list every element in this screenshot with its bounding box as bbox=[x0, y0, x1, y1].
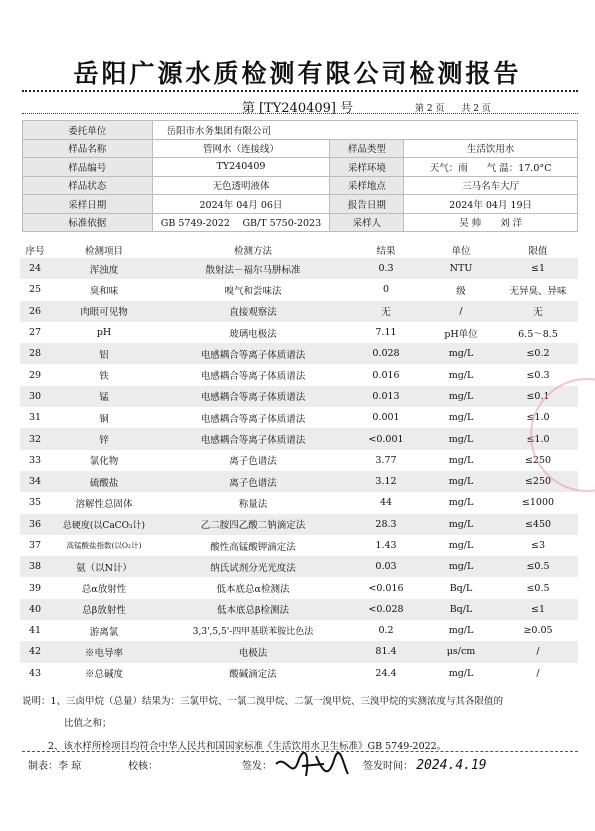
report-number: 第 [TY240409] 号 bbox=[241, 101, 354, 116]
test-result: <0.028 bbox=[348, 599, 424, 620]
test-method: 散射法－福尔马肼标准 bbox=[158, 258, 348, 279]
table-row bbox=[20, 471, 578, 492]
row-number: 34 bbox=[20, 471, 50, 492]
sample-name-value: 管网水（连接线） bbox=[152, 139, 330, 158]
test-item: 高锰酸盐指数(以O₂计) bbox=[66, 541, 142, 550]
prepared-label: 制表： bbox=[28, 761, 58, 772]
test-result: 3.12 bbox=[348, 471, 424, 492]
test-method: 电感耦合等离子体质谱法 bbox=[158, 428, 348, 449]
table-row bbox=[20, 663, 578, 684]
test-method: 低本底总α检测法 bbox=[216, 584, 290, 596]
site-value: 三马名车大厅 bbox=[404, 176, 578, 195]
test-item: ※电导率 bbox=[50, 641, 158, 662]
test-limit: ≤0.5 bbox=[526, 582, 550, 594]
test-method: 酸碱滴定法 bbox=[229, 669, 277, 681]
test-method: 称量法 bbox=[238, 498, 268, 510]
test-method: 纳氏试剂分光光度法 bbox=[158, 556, 348, 577]
table-row bbox=[20, 386, 578, 407]
test-result: 无 bbox=[348, 301, 424, 322]
column-header-method: 检测方法 bbox=[233, 246, 272, 257]
client-value: 岳阳市水务集团有限公司 bbox=[152, 121, 577, 140]
info-row bbox=[23, 139, 578, 158]
site-label: 采样地点 bbox=[330, 176, 404, 195]
test-limit: ≤1 bbox=[498, 599, 578, 620]
sample-no-label: 样品编号 bbox=[23, 158, 153, 177]
sample-date-value: 2024年 04月 06日 bbox=[152, 195, 330, 214]
env-value: 天气：雨 气 温：17.0°C bbox=[404, 158, 578, 177]
test-item: 铁 bbox=[99, 371, 109, 383]
test-item: 游离氯 bbox=[89, 626, 119, 638]
test-limit: ≤0.1 bbox=[498, 386, 578, 407]
test-item: ※总碱度 bbox=[84, 669, 123, 681]
test-unit: pH单位 bbox=[444, 328, 478, 340]
info-row bbox=[23, 195, 578, 214]
row-number: 29 bbox=[28, 369, 42, 381]
issue-date-label: 签发时间： bbox=[363, 761, 413, 772]
report-title: 岳阳广源水质检测有限公司检测报告 bbox=[73, 59, 522, 88]
table-row bbox=[20, 599, 578, 620]
note-line-1: 说明：1、三卤甲烷（总量）结果为：三氯甲烷、一氯二溴甲烷、二氯一溴甲烷、三溴甲烷的实测浓度与其各限值的 bbox=[22, 696, 504, 707]
test-limit: ≤1000 bbox=[521, 497, 555, 509]
test-limit: / bbox=[498, 641, 578, 662]
table-row bbox=[20, 407, 578, 428]
test-limit: ≤0.3 bbox=[526, 369, 550, 381]
test-method: 电感耦合等离子体质谱法 bbox=[200, 413, 306, 425]
standard-label: 标准依据 bbox=[23, 213, 153, 232]
test-limit: 无异臭、异味 bbox=[509, 285, 567, 297]
test-method: 电感耦合等离子体质谱法 bbox=[158, 386, 348, 407]
test-unit: mg/L bbox=[448, 540, 474, 551]
test-item: 锰 bbox=[50, 386, 158, 407]
row-number: 38 bbox=[20, 556, 50, 577]
prepared-name: 李 琼 bbox=[58, 761, 82, 772]
test-item: 总α放射性 bbox=[81, 584, 127, 596]
test-item: 总硬度(以CaCO₃计) bbox=[50, 514, 158, 535]
test-result: 0.028 bbox=[348, 343, 424, 364]
row-number: 36 bbox=[20, 514, 50, 535]
test-result: 0.016 bbox=[372, 369, 400, 381]
test-unit: mg/L bbox=[448, 497, 474, 509]
test-limit: ≤0.2 bbox=[498, 343, 578, 364]
test-method: 离子色谱法 bbox=[158, 471, 348, 492]
test-unit: mg/L bbox=[448, 369, 474, 381]
signature bbox=[272, 750, 352, 786]
test-limit: ≤1.0 bbox=[526, 412, 550, 424]
row-number: 25 bbox=[28, 284, 42, 296]
test-unit: mg/L bbox=[424, 514, 498, 535]
test-method: 3,3',5,5'-四甲基联苯胺比色法 bbox=[192, 627, 314, 638]
test-limit: 无 bbox=[498, 301, 578, 322]
test-result: 0.03 bbox=[348, 556, 424, 577]
test-result: 1.43 bbox=[375, 540, 397, 551]
test-unit: NTU bbox=[424, 258, 498, 279]
test-result: 81.4 bbox=[348, 641, 424, 662]
test-item: 浑浊度 bbox=[50, 258, 158, 279]
test-item: 溶解性总固体 bbox=[75, 498, 133, 510]
test-method: 乙二胺四乙酸二钠滴定法 bbox=[158, 514, 348, 535]
test-item: 硫酸盐 bbox=[50, 471, 158, 492]
row-number: 31 bbox=[28, 412, 42, 424]
report-date-value: 2024年 04月 19日 bbox=[404, 195, 578, 214]
test-item: 锌 bbox=[50, 428, 158, 449]
row-number: 40 bbox=[20, 599, 50, 620]
test-unit: / bbox=[424, 301, 498, 322]
page-total: 共 2 页 bbox=[461, 104, 491, 114]
info-row bbox=[23, 121, 578, 140]
info-row bbox=[23, 176, 578, 195]
table-row bbox=[20, 556, 578, 577]
header-divider bbox=[22, 113, 578, 114]
column-header-result: 结果 bbox=[376, 246, 396, 257]
test-limit: / bbox=[536, 667, 540, 679]
sample-info-table bbox=[22, 120, 578, 232]
client-label: 委托单位 bbox=[23, 121, 153, 140]
page-number: 第 2 页 bbox=[415, 104, 445, 114]
test-unit: mg/L bbox=[448, 412, 474, 424]
test-item: 肉眼可见物 bbox=[50, 301, 158, 322]
info-row bbox=[23, 158, 578, 177]
title-divider bbox=[22, 90, 578, 92]
table-row bbox=[20, 492, 578, 513]
test-result: <0.001 bbox=[348, 428, 424, 449]
row-number: 37 bbox=[28, 540, 42, 551]
table-row bbox=[20, 450, 578, 471]
test-method: 电极法 bbox=[158, 641, 348, 662]
review-label: 校核： bbox=[128, 761, 158, 772]
table-row bbox=[20, 322, 578, 343]
table-row bbox=[20, 364, 578, 385]
test-result: 7.11 bbox=[375, 327, 397, 339]
test-limit: ≤1 bbox=[498, 258, 578, 279]
table-row bbox=[20, 577, 578, 598]
test-limit: ≤0.5 bbox=[498, 556, 578, 577]
test-method: 低本底总β检测法 bbox=[158, 599, 348, 620]
row-number: 28 bbox=[20, 343, 50, 364]
issue-date bbox=[363, 757, 487, 773]
test-unit: Bq/L bbox=[449, 582, 473, 594]
sampler-label: 采样人 bbox=[330, 213, 404, 232]
test-item: pH bbox=[96, 327, 112, 339]
issue-label: 签发： bbox=[242, 761, 272, 772]
test-limit: ≤450 bbox=[498, 514, 578, 535]
table-row bbox=[20, 343, 578, 364]
sample-name-label: 样品名称 bbox=[23, 139, 153, 158]
sampler-value: 吴 帅 刘 洋 bbox=[404, 213, 578, 232]
column-header-limit: 限值 bbox=[528, 246, 548, 257]
test-result: 0.2 bbox=[378, 625, 394, 637]
column-header-unit: 单位 bbox=[451, 246, 471, 257]
state-value: 无色透明液体 bbox=[152, 176, 330, 195]
test-unit: mg/L bbox=[424, 343, 498, 364]
row-number: 26 bbox=[20, 301, 50, 322]
row-number: 30 bbox=[20, 386, 50, 407]
test-item: 臭和味 bbox=[89, 285, 119, 297]
test-result: 0.013 bbox=[348, 386, 424, 407]
state-label: 样品状态 bbox=[23, 176, 153, 195]
test-item: 铝 bbox=[50, 343, 158, 364]
test-unit: Bq/L bbox=[424, 599, 498, 620]
test-unit: 级 bbox=[456, 285, 466, 297]
test-result: 28.3 bbox=[348, 514, 424, 535]
test-unit: mg/L bbox=[448, 454, 474, 466]
test-unit: mg/L bbox=[424, 471, 498, 492]
row-number: 42 bbox=[20, 641, 50, 662]
row-number: 41 bbox=[28, 625, 42, 637]
test-item: 氯化物 bbox=[89, 456, 119, 468]
test-unit: mg/L bbox=[448, 667, 474, 679]
results-table bbox=[20, 242, 578, 684]
column-header-item: 检测项目 bbox=[84, 246, 123, 257]
test-unit: mg/L bbox=[448, 625, 474, 637]
table-header bbox=[20, 242, 578, 258]
test-method: 离子色谱法 bbox=[229, 456, 277, 468]
table-row bbox=[20, 279, 578, 300]
test-limit: ≤3 bbox=[530, 540, 545, 551]
test-limit: 6.5～8.5 bbox=[518, 328, 558, 340]
test-limit: ≤1.0 bbox=[498, 428, 578, 449]
note-line-1b: 比值之和； bbox=[64, 718, 112, 729]
table-row bbox=[20, 258, 578, 279]
test-result: 0.001 bbox=[372, 412, 400, 424]
row-number: 24 bbox=[20, 258, 50, 279]
row-number: 27 bbox=[28, 327, 42, 339]
test-method: 电感耦合等离子体质谱法 bbox=[200, 371, 306, 383]
test-unit: μs/cm bbox=[424, 641, 498, 662]
test-method: 酸性高锰酸钾滴定法 bbox=[210, 541, 296, 553]
test-unit: mg/L bbox=[424, 386, 498, 407]
note-line-2: 2、该水样所检项目均符合中华人民共和国国家标准《生活饮用水卫生标准》GB 5749-2022。 bbox=[48, 741, 447, 752]
test-result: 24.4 bbox=[375, 667, 397, 679]
row-number: 33 bbox=[28, 454, 42, 466]
row-number: 32 bbox=[20, 428, 50, 449]
info-row bbox=[23, 213, 578, 232]
row-number: 39 bbox=[28, 582, 42, 594]
test-method: 嗅气和尝味法 bbox=[224, 285, 282, 297]
test-limit: ≥0.05 bbox=[523, 625, 553, 637]
test-limit: ≤250 bbox=[524, 454, 552, 466]
test-result: 3.77 bbox=[375, 454, 397, 466]
test-method: 电感耦合等离子体质谱法 bbox=[158, 343, 348, 364]
table-row bbox=[20, 301, 578, 322]
standard-value: GB 5749-2022 GB/T 5750-2023 bbox=[152, 213, 330, 232]
prepared-by bbox=[28, 757, 81, 772]
test-unit: mg/L bbox=[424, 428, 498, 449]
table-row bbox=[20, 641, 578, 662]
test-item: 氨（以N计） bbox=[50, 556, 158, 577]
test-result: 0.3 bbox=[348, 258, 424, 279]
report-date-label: 报告日期 bbox=[330, 195, 404, 214]
issue-date-value: 2024.4.19 bbox=[416, 758, 487, 773]
row-number: 43 bbox=[28, 667, 42, 679]
test-method: 玻璃电极法 bbox=[229, 328, 277, 340]
test-result: 0 bbox=[382, 284, 390, 296]
table-row bbox=[20, 535, 578, 556]
row-number: 35 bbox=[28, 497, 42, 509]
test-limit: ≤250 bbox=[498, 471, 578, 492]
table-row bbox=[20, 620, 578, 641]
sample-date-label: 采样日期 bbox=[23, 195, 153, 214]
test-item: 铜 bbox=[99, 413, 109, 425]
test-unit: mg/L bbox=[424, 556, 498, 577]
table-row bbox=[20, 428, 578, 449]
table-row bbox=[20, 514, 578, 535]
sample-type-label: 样品类型 bbox=[330, 139, 404, 158]
test-result: 44 bbox=[379, 497, 393, 509]
sample-type-value: 生活饮用水 bbox=[404, 139, 578, 158]
column-header-no: 序号 bbox=[25, 246, 45, 257]
env-label: 采样环境 bbox=[330, 158, 404, 177]
test-result: <0.016 bbox=[368, 582, 404, 594]
test-method: 直接观察法 bbox=[158, 301, 348, 322]
sample-no-value: TY240409 bbox=[152, 158, 330, 177]
test-item: 总β放射性 bbox=[50, 599, 158, 620]
